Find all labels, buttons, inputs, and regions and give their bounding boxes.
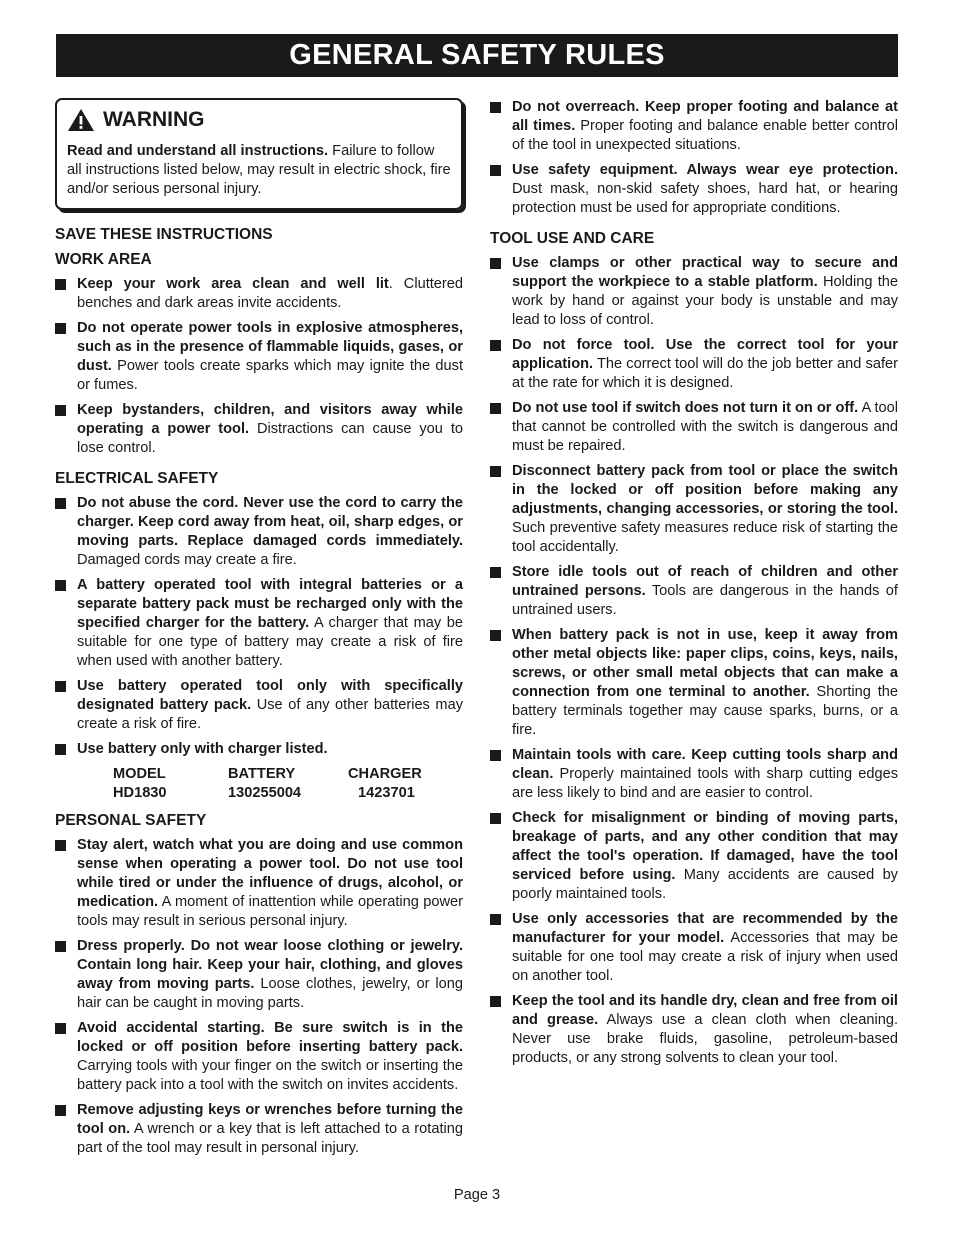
bullet-square-icon xyxy=(55,1023,66,1034)
bullet-square-icon xyxy=(55,279,66,290)
warning-box xyxy=(55,98,463,210)
item-bold: Use clamps or other practical way to secure and support the workpiece to a stable platform. xyxy=(512,255,898,290)
bullet-square-icon xyxy=(490,403,501,414)
list-item xyxy=(490,399,898,456)
item-text: . Cluttered benches and dark areas invite accidents. xyxy=(77,276,464,311)
item-text: Holding the work by hand or against your body is unstable and may lead to loss of control. xyxy=(512,274,898,328)
bullet-square-icon xyxy=(490,102,501,113)
electrical-safety-list xyxy=(55,494,463,759)
item-bold: Check for misalignment or binding of moving parts, breakage of parts, and any other condition that may affect the tool's operation. If damaged, have the tool serviced before using. xyxy=(512,810,898,883)
table-cell-model: HD1830 xyxy=(113,785,167,801)
list-item xyxy=(55,494,463,570)
work-area-heading: WORK AREA xyxy=(55,251,152,268)
item-bold: Keep the tool and its handle dry, clean and free from oil and grease. xyxy=(512,993,898,1028)
item-text: Dust mask, non-skid safety shoes, hard hat, or hearing protection must be used for appropriate conditions. xyxy=(512,181,898,216)
list-item xyxy=(490,161,898,218)
bullet-square-icon xyxy=(490,340,501,351)
left-column xyxy=(55,98,463,1164)
table-cell-battery: 130255004 xyxy=(228,785,302,801)
list-item xyxy=(490,563,898,620)
personal-safety-heading: PERSONAL SAFETY xyxy=(55,812,207,829)
item-text: The correct tool will do the job better and safer at the rate for which it is designed. xyxy=(512,356,898,391)
item-bold: Use battery operated tool only with specifically designated battery pack. xyxy=(77,678,463,713)
item-text: Loose clothes, jewelry, or long hair can be caught in moving parts. xyxy=(77,976,463,1011)
right-column xyxy=(490,98,898,1074)
bullet-square-icon xyxy=(55,405,66,416)
list-item xyxy=(55,319,463,395)
item-text: Tools are dangerous in the hands of untrained users. xyxy=(512,583,898,618)
bullet-square-icon xyxy=(490,258,501,269)
warning-text-body: Failure to follow all instructions listed below, may result in electric shock, fire and/or serious personal injury. xyxy=(67,143,451,197)
list-item xyxy=(490,910,898,986)
list-item xyxy=(490,992,898,1068)
bullet-square-icon xyxy=(490,165,501,176)
bullet-square-icon xyxy=(55,580,66,591)
item-bold: Maintain tools with care. Keep cutting tools sharp and clean. xyxy=(512,747,898,782)
table-header-battery: BATTERY xyxy=(228,766,296,782)
item-text: Damaged cords may create a fire. xyxy=(77,552,297,568)
list-item xyxy=(55,1019,463,1095)
item-text: Always use a clean cloth when cleaning. Never use brake fluids, gasoline, petroleum-based products, or any strong solvents to clean your tool. xyxy=(512,1012,898,1066)
list-item xyxy=(490,98,898,155)
item-bold: Do not use tool if switch does not turn it on or off. xyxy=(512,400,859,416)
warning-title: WARNING xyxy=(103,108,205,131)
bullet-square-icon xyxy=(55,498,66,509)
save-instructions-heading: SAVE THESE INSTRUCTIONS xyxy=(55,226,273,243)
item-bold: Disconnect battery pack from tool or place the switch in the locked or off position before making any adjustments, changing accessories, or storing the tool. xyxy=(512,463,898,517)
item-bold: Use battery only with charger listed. xyxy=(77,741,328,757)
item-text: A moment of inattention while operating power tools may result in serious personal injury. xyxy=(77,894,463,929)
item-text: Accessories that may be suitable for one tool may create a risk of injury when used on another tool. xyxy=(512,930,898,984)
tool-use-heading: TOOL USE AND CARE xyxy=(490,230,655,247)
tool-use-list xyxy=(490,254,898,1068)
item-bold: Use safety equipment. Always wear eye protection. xyxy=(512,162,898,178)
page-title: GENERAL SAFETY RULES xyxy=(289,39,665,71)
bullet-square-icon xyxy=(490,914,501,925)
item-bold: A battery operated tool with integral batteries or a separate battery pack must be recharged only with the specified charger for the battery. xyxy=(77,577,463,631)
list-item xyxy=(490,254,898,330)
bullet-square-icon xyxy=(490,996,501,1007)
item-text: Carrying tools with your finger on the switch or inserting the battery pack into a tool with the switch on invites accidents. xyxy=(77,1058,463,1093)
item-bold: Do not overreach. Keep proper footing and balance at all times. xyxy=(512,99,898,134)
item-bold: Do not operate power tools in explosive atmospheres, such as in the presence of flammable liquids, gases, or dust. xyxy=(77,320,463,374)
bullet-square-icon xyxy=(490,813,501,824)
bullet-square-icon xyxy=(55,1105,66,1116)
item-bold: Do not abuse the cord. Never use the cord to carry the charger. Keep cord away from heat, oil, sharp edges, or moving parts. Replace damaged cords immediately. xyxy=(77,495,463,549)
item-text: A tool that cannot be controlled with the switch is dangerous and must be repaired. xyxy=(512,400,898,454)
bullet-square-icon xyxy=(490,466,501,477)
item-text: Shorting the battery terminals together may cause sparks, burns, or a fire. xyxy=(512,684,898,738)
warning-text-bold: Read and understand all instructions. xyxy=(67,143,329,159)
table-header-model: MODEL xyxy=(113,766,166,782)
work-area-list xyxy=(55,275,463,458)
page-number: Page 3 xyxy=(453,1187,501,1203)
list-item xyxy=(55,836,463,931)
item-text: Use of any other batteries may create a risk of fire. xyxy=(77,697,463,732)
item-text: Properly maintained tools with sharp cutting edges are less likely to bind and are easier to control. xyxy=(512,766,898,801)
list-item xyxy=(490,462,898,557)
warning-text xyxy=(67,142,451,199)
table-header-charger: CHARGER xyxy=(348,766,422,782)
bullet-square-icon xyxy=(55,941,66,952)
item-bold: Keep bystanders, children, and visitors away while operating a power tool. xyxy=(77,402,463,437)
charger-table xyxy=(113,765,458,803)
list-item xyxy=(490,336,898,393)
item-bold: Use only accessories that are recommended by the manufacturer for your model. xyxy=(512,911,898,946)
item-bold: Dress properly. Do not wear loose clothing or jewelry. Contain long hair. Keep your hair, clothing, and gloves away from moving parts. xyxy=(77,938,463,992)
item-text: Such preventive safety measures reduce risk of starting the tool accidentally. xyxy=(512,520,898,555)
list-item xyxy=(55,275,463,313)
bullet-square-icon xyxy=(55,840,66,851)
list-item xyxy=(490,626,898,740)
list-item xyxy=(55,401,463,458)
item-bold: Keep your work area clean and well lit xyxy=(77,276,389,292)
table-header-row xyxy=(113,765,458,784)
bullet-square-icon xyxy=(55,681,66,692)
item-bold: When battery pack is not in use, keep it away from other metal objects like: paper clips, coins, keys, nails, screws, or other small metal objects that can make a connection from one terminal to another. xyxy=(512,627,898,700)
bullet-square-icon xyxy=(490,750,501,761)
item-bold: Stay alert, watch what you are doing and use common sense when operating a power tool. Do not use tool while tired or under the influence of drugs, alcohol, or medication. xyxy=(77,837,463,910)
warning-header xyxy=(67,108,451,132)
bullet-square-icon xyxy=(55,744,66,755)
item-text: Many accidents are caused by poorly maintained tools. xyxy=(512,867,898,902)
bullet-square-icon xyxy=(490,630,501,641)
item-text: A charger that may be suitable for one type of battery may create a risk of fire when used with another battery. xyxy=(77,615,464,669)
table-cell-charger: 1423701 xyxy=(358,785,415,801)
list-item xyxy=(55,1101,463,1158)
list-item xyxy=(55,937,463,1013)
bullet-square-icon xyxy=(55,323,66,334)
item-bold: Avoid accidental starting. Be sure switch is in the locked or off position before inserting battery pack. xyxy=(77,1020,463,1055)
page-title-bar xyxy=(56,34,898,77)
item-bold: Do not force tool. Use the correct tool for your application. xyxy=(512,337,898,372)
item-text: Power tools create sparks which may ignite the dust or fumes. xyxy=(77,358,463,393)
item-text: Proper footing and balance enable better control of the tool in unexpected situations. xyxy=(512,118,898,153)
item-text: A wrench or a key that is left attached to a rotating part of the tool may result in personal injury. xyxy=(77,1121,463,1156)
warning-triangle-icon xyxy=(67,108,95,132)
personal-safety-list xyxy=(55,836,463,1158)
bullet-square-icon xyxy=(490,567,501,578)
general-list xyxy=(490,98,898,218)
item-text: Distractions can cause you to lose control. xyxy=(77,421,463,456)
table-row xyxy=(113,784,458,803)
list-item xyxy=(490,809,898,904)
item-bold: Remove adjusting keys or wrenches before turning the tool on. xyxy=(77,1102,463,1137)
list-item xyxy=(55,677,463,734)
list-item xyxy=(55,740,463,759)
list-item xyxy=(55,576,463,671)
list-item xyxy=(490,746,898,803)
item-bold: Store idle tools out of reach of children and other untrained persons. xyxy=(512,564,898,599)
electrical-safety-heading: ELECTRICAL SAFETY xyxy=(55,470,219,487)
